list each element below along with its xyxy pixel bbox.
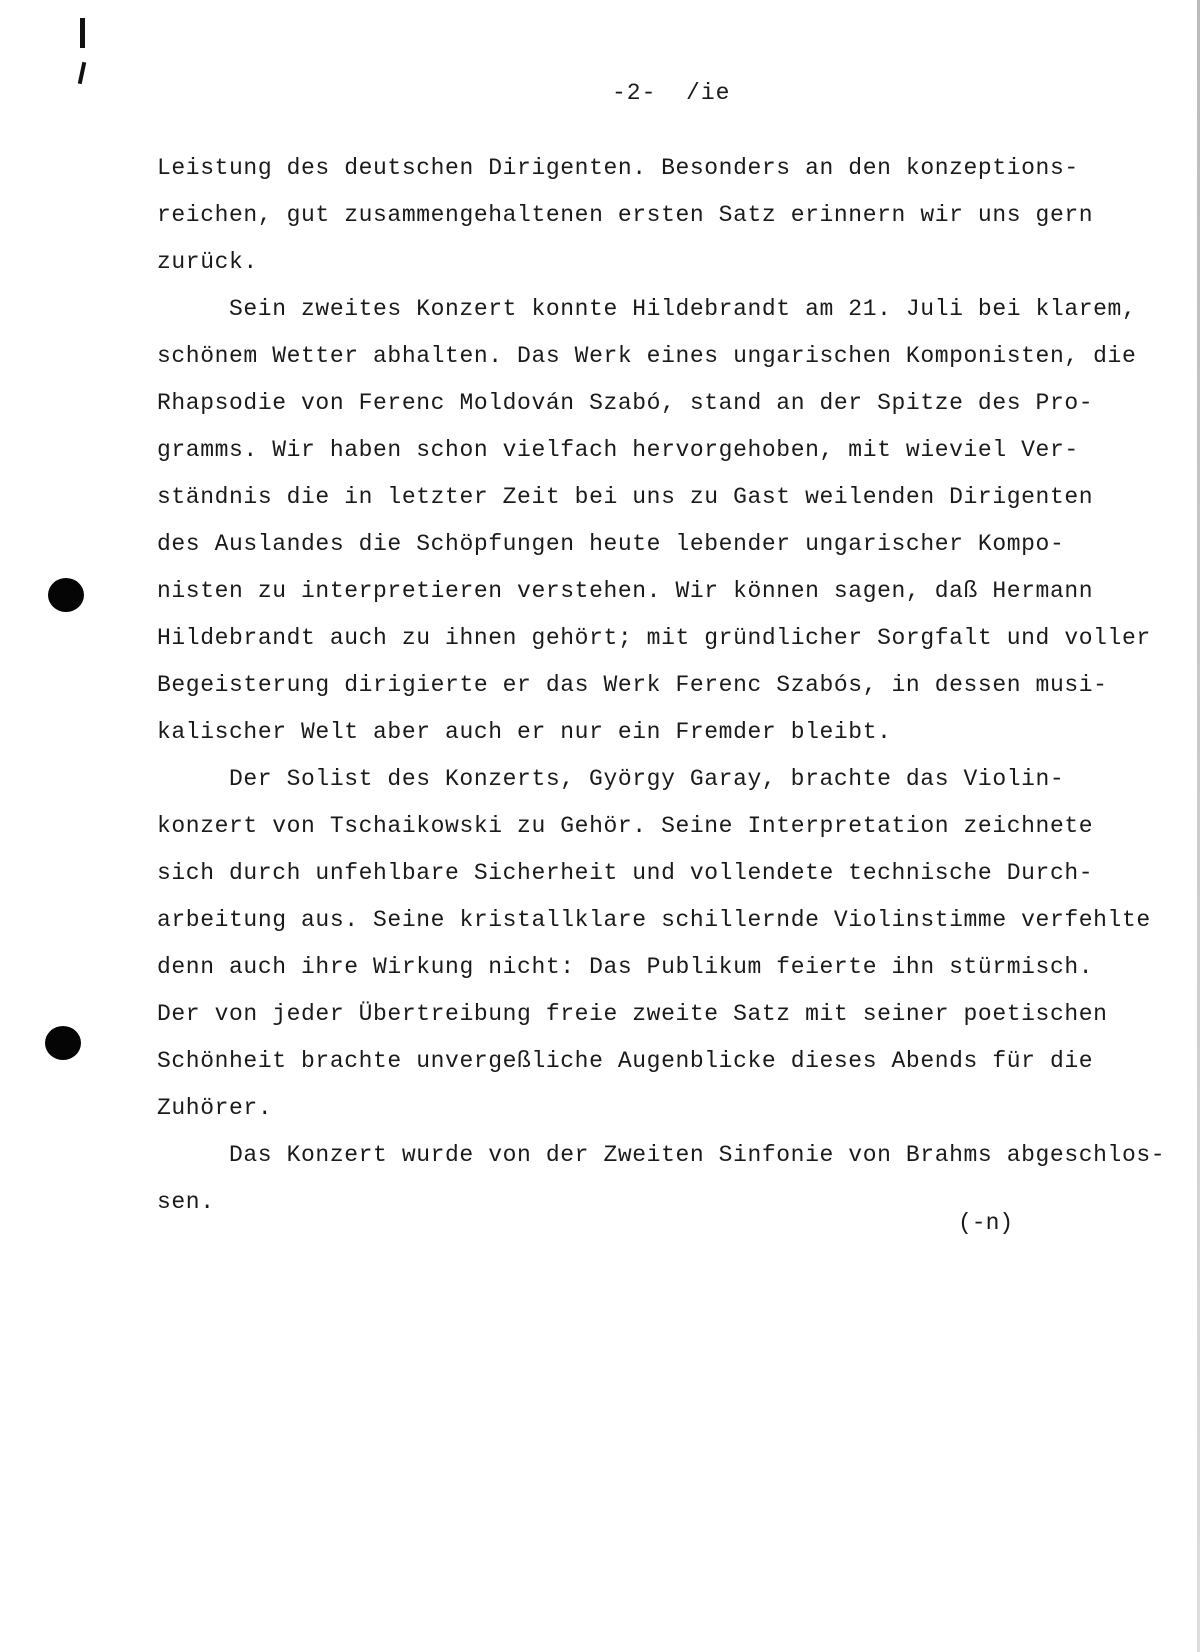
text-line: sen. bbox=[157, 1189, 215, 1215]
text-line: denn auch ihre Wirkung nicht: Das Publikum feierte ihn stürmisch. bbox=[157, 954, 1094, 980]
text-line: Begeisterung dirigierte er das Werk Ferenc Szabós, in dessen musi- bbox=[157, 672, 1108, 698]
margin-mark bbox=[78, 62, 86, 84]
text-line: Hildebrandt auch zu ihnen gehört; mit gründlicher Sorgfalt und voller bbox=[157, 625, 1151, 651]
text-line: gramms. Wir haben schon vielfach hervorgehoben, mit wieviel Ver- bbox=[157, 437, 1079, 463]
body-text bbox=[157, 145, 1166, 1226]
text-line: kalischer Welt aber auch er nur ein Fremder bleibt. bbox=[157, 719, 892, 745]
text-line: Rhapsodie von Ferenc Moldován Szabó, stand an der Spitze des Pro- bbox=[157, 390, 1094, 416]
text-line: schönem Wetter abhalten. Das Werk eines ungarischen Komponisten, die bbox=[157, 343, 1137, 369]
page-number: -2- /ie bbox=[612, 80, 731, 106]
punch-hole bbox=[48, 578, 84, 612]
text-line: des Auslandes die Schöpfungen heute lebender ungarischer Kompo- bbox=[157, 531, 1065, 557]
margin-mark bbox=[80, 18, 85, 48]
text-line: Der von jeder Übertreibung freie zweite Satz mit seiner poetischen bbox=[157, 1001, 1108, 1027]
paragraph bbox=[157, 286, 1157, 756]
punch-hole bbox=[45, 1026, 81, 1060]
text-line: arbeitung aus. Seine kristallklare schillernde Violinstimme verfehlte bbox=[157, 907, 1151, 933]
text-line: Sein zweites Konzert konnte Hildebrandt am 21. Juli bei klarem, bbox=[229, 296, 1137, 322]
text-line: sich durch unfehlbare Sicherheit und vollendete technische Durch- bbox=[157, 860, 1094, 886]
paragraph bbox=[157, 756, 1157, 1132]
text-line: zurück. bbox=[157, 249, 258, 275]
paragraph bbox=[157, 145, 1157, 286]
text-line: Schönheit brachte unvergeßliche Augenblicke dieses Abends für die bbox=[157, 1048, 1094, 1074]
text-line: ständnis die in letzter Zeit bei uns zu Gast weilenden Dirigenten bbox=[157, 484, 1094, 510]
text-line: Der Solist des Konzerts, György Garay, brachte das Violin- bbox=[229, 766, 1065, 792]
author-signature: (-n) bbox=[958, 1210, 1014, 1236]
text-line: Das Konzert wurde von der Zweiten Sinfonie von Brahms abgeschlos- bbox=[229, 1142, 1166, 1168]
text-line: Zuhörer. bbox=[157, 1095, 273, 1121]
text-line: nisten zu interpretieren verstehen. Wir können sagen, daß Hermann bbox=[157, 578, 1094, 604]
text-line: reichen, gut zusammengehaltenen ersten Satz erinnern wir uns gern bbox=[157, 202, 1094, 228]
text-line: konzert von Tschaikowski zu Gehör. Seine Interpretation zeichnete bbox=[157, 813, 1094, 839]
text-line: Leistung des deutschen Dirigenten. Besonders an den konzeptions- bbox=[157, 155, 1079, 181]
